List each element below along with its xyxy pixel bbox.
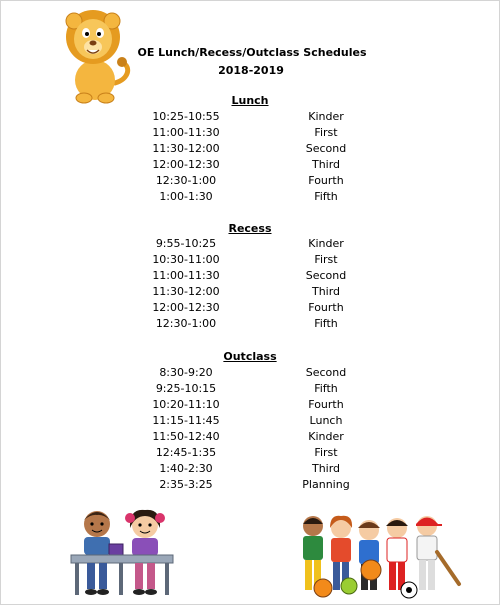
- kids-with-sports-balls-illustration: [297, 512, 463, 600]
- recess-heading: Recess: [228, 222, 272, 235]
- lunch-group: Third: [311, 158, 341, 171]
- outclass-group: First: [314, 446, 338, 459]
- outclass-time: 10:20-11:10: [152, 398, 220, 411]
- lunch-group: Fourth: [308, 174, 344, 187]
- recess-group: Kinder: [308, 237, 344, 250]
- outclass-group: Kinder: [308, 430, 344, 443]
- lunch-time: 12:00-12:30: [152, 158, 220, 171]
- recess-group: Second: [305, 269, 347, 282]
- outclass-group: Third: [311, 462, 341, 475]
- lunch-time: 12:30-1:00: [155, 174, 217, 187]
- lunch-group: Kinder: [308, 110, 344, 123]
- lunch-group: Second: [305, 142, 347, 155]
- lunch-group: First: [314, 126, 338, 139]
- outclass-time: 1:40-2:30: [159, 462, 213, 475]
- document-title: OE Lunch/Recess/Outclass Schedules: [137, 46, 367, 59]
- outclass-group: Fifth: [314, 382, 338, 395]
- lunch-time: 1:00-1:30: [159, 190, 213, 203]
- outclass-time: 9:25-10:15: [155, 382, 217, 395]
- lunch-heading: Lunch: [231, 94, 269, 107]
- outclass-time: 12:45-1:35: [155, 446, 217, 459]
- recess-time: 11:30-12:00: [152, 285, 220, 298]
- recess-time: 10:30-11:00: [152, 253, 220, 266]
- lunch-time: 11:00-11:30: [152, 126, 220, 139]
- outclass-heading: Outclass: [223, 350, 277, 363]
- recess-group: First: [314, 253, 338, 266]
- recess-time: 12:30-1:00: [155, 317, 217, 330]
- outclass-time: 11:50-12:40: [152, 430, 220, 443]
- recess-time: 9:55-10:25: [155, 237, 217, 250]
- recess-group: Fourth: [308, 301, 344, 314]
- lunch-time: 10:25-10:55: [152, 110, 220, 123]
- recess-time: 11:00-11:30: [152, 269, 220, 282]
- outclass-time: 11:15-11:45: [152, 414, 220, 427]
- outclass-group: Lunch: [309, 414, 343, 427]
- outclass-group: Fourth: [308, 398, 344, 411]
- lunch-time: 11:30-12:00: [152, 142, 220, 155]
- school-year: 2018-2019: [218, 64, 284, 77]
- recess-time: 12:00-12:30: [152, 301, 220, 314]
- lunch-group: Fifth: [314, 190, 338, 203]
- children-at-desk-illustration: [67, 506, 177, 598]
- outclass-time: 8:30-9:20: [159, 366, 213, 379]
- recess-group: Third: [311, 285, 341, 298]
- outclass-group: Planning: [302, 478, 350, 491]
- recess-group: Fifth: [314, 317, 338, 330]
- outclass-group: Second: [305, 366, 347, 379]
- outclass-time: 2:35-3:25: [159, 478, 213, 491]
